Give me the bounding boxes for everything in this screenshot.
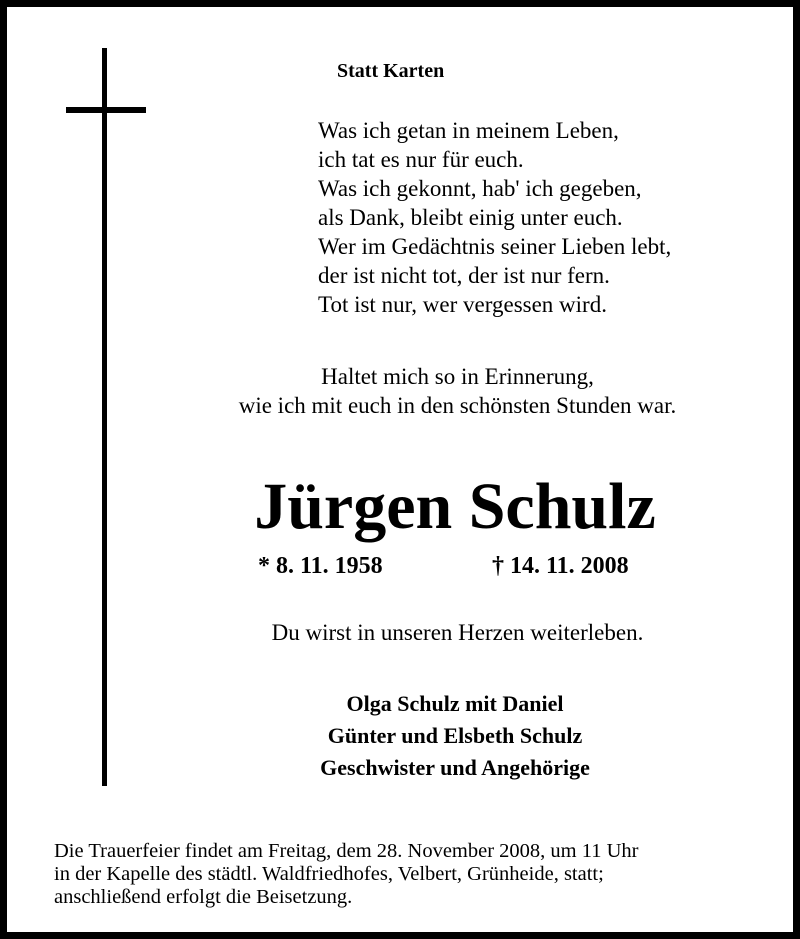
poem-line: der ist nicht tot, der ist nur fern. (318, 263, 610, 288)
funeral-notice (54, 840, 639, 909)
poem-line: Tot ist nur, wer vergessen wird. (318, 292, 607, 317)
notice-line: anschließend erfolgt die Beisetzung. (54, 886, 353, 908)
notice-line: Die Trauerfeier findet am Freitag, dem 28. November 2008, um 11 Uhr (54, 840, 639, 862)
mourner-line: Geschwister und Angehörige (320, 755, 590, 780)
quote (100, 362, 800, 420)
quote-line: wie ich mit euch in den schönsten Stunden war. (238, 393, 677, 418)
poem-line: Wer im Gedächtnis seiner Lieben lebt, (318, 234, 672, 259)
cross-horizontal-bar (66, 107, 146, 113)
heading: Statt Karten (337, 60, 445, 82)
poem-line: als Dank, bleibt einig unter euch. (318, 205, 623, 230)
mourner-line: Günter und Elsbeth Schulz (327, 723, 583, 748)
remember-line: Du wirst in unseren Herzen weiterleben. (271, 620, 644, 645)
notice-line: in der Kapelle des städtl. Waldfriedhofes, Velbert, Grünheide, statt; (54, 863, 604, 885)
mourner-line: Olga Schulz mit Daniel (346, 691, 564, 716)
mourners (155, 688, 755, 784)
deceased-name: Jürgen Schulz (254, 470, 656, 543)
poem-line: Was ich gekonnt, hab' ich gegeben, (318, 176, 642, 201)
quote-line: Haltet mich so in Erinnerung, (321, 364, 594, 389)
poem (318, 116, 671, 319)
poem-line: Was ich getan in meinem Leben, (318, 118, 619, 143)
poem-line: ich tat es nur für euch. (318, 147, 524, 172)
birth-date: * 8. 11. 1958 (258, 553, 383, 579)
death-date: † 14. 11. 2008 (492, 553, 629, 579)
